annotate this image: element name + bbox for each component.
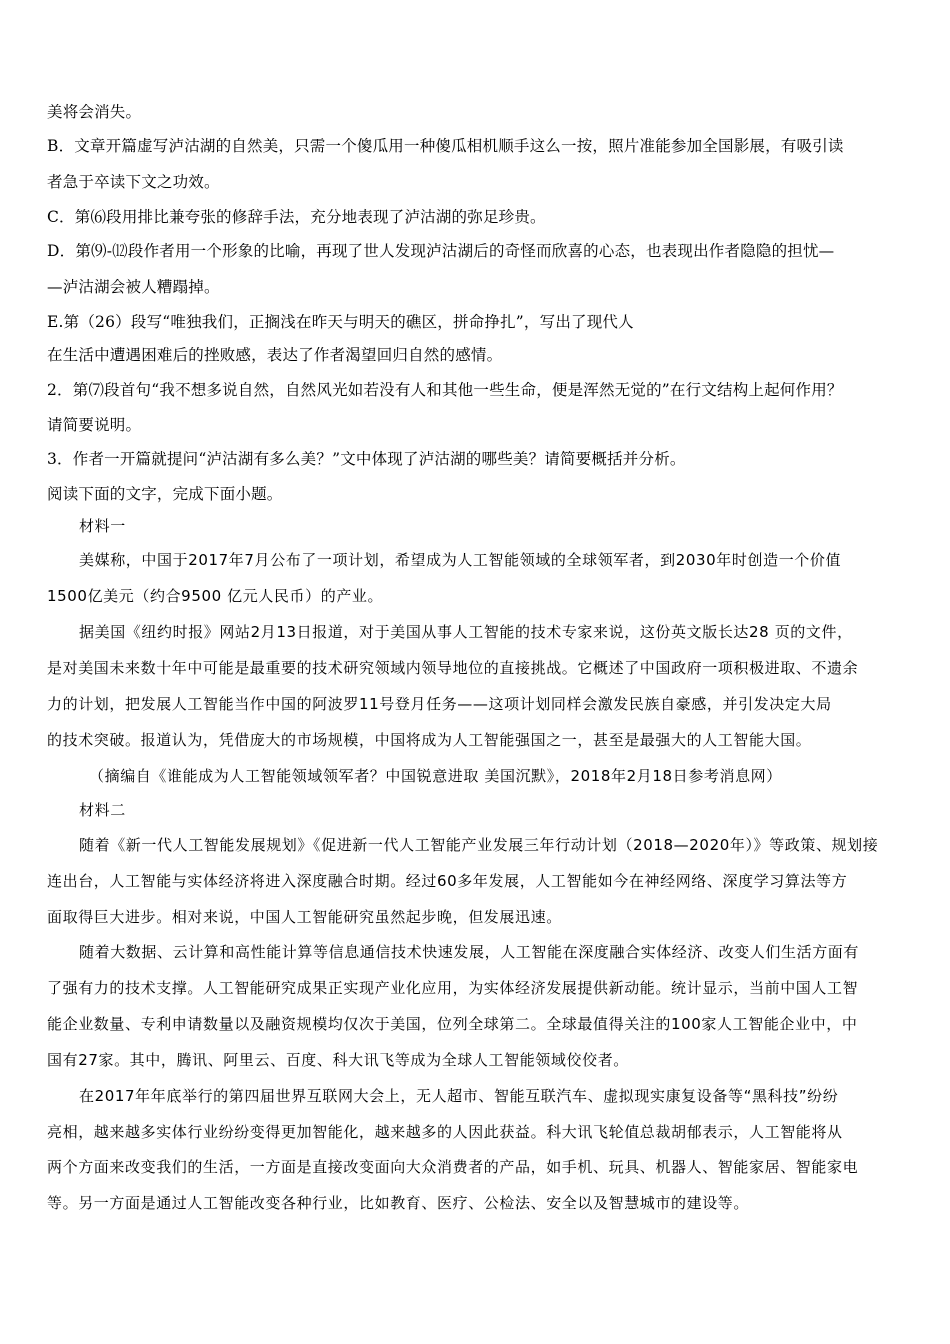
material-2-p3-line3: 两个方面来改变我们的生活，一方面是直接改变面向大众消费者的产品，如手机、玩具、机器人、智能家居、智能家电	[47, 1158, 859, 1176]
material-2-p1-line1: 随着《新一代人工智能发展规划》《促进新一代人工智能产业发展三年行动计划（2018—2020年）》等政策、规划接	[79, 836, 879, 854]
option-a-tail: 美将会消失。	[47, 103, 142, 121]
reading-instruction: 阅读下面的文字，完成下面小题。	[47, 485, 283, 503]
option-e-line1: E.第（26）段写“唯独我们，正搁浅在昨天与明天的礁区，拼命挣扎”，写出了现代人	[47, 313, 634, 331]
material-2-p1-line3: 面取得巨大进步。相对来说，中国人工智能研究虽然起步晚，但发展迅速。	[47, 908, 562, 926]
material-1-p1-line2: 1500亿美元（约合9500 亿元人民币）的产业。	[47, 587, 384, 605]
option-e-line2: 在生活中遭遇困难后的挫败感，表达了作者渴望回归自然的感情。	[47, 346, 503, 364]
option-d-line1: D．第⑼-⑿段作者用一个形象的比喻，再现了世人发现泸沽湖后的奇怪而欣喜的心态，也表现出作者隐隐的担忧—	[47, 242, 835, 260]
material-1-p2-line4: 的技术突破。报道认为，凭借庞大的市场规模，中国将成为人工智能强国之一，甚至是最强大的人工智能大国。	[47, 731, 812, 749]
material-2-p3-line1: 在2017年年底举行的第四届世界互联网大会上，无人超市、智能互联汽车、虚拟现实康复设备等“黑科技”纷纷	[79, 1087, 839, 1105]
material-2-p3-line2: 亮相，越来越多实体行业纷纷变得更加智能化，越来越多的人因此获益。科大讯飞轮值总裁胡郁表示，人工智能将从	[47, 1123, 843, 1141]
option-b-line2: 者急于卒读下文之功效。	[47, 173, 220, 191]
material-2-p3-line4: 等。另一方面是通过人工智能改变各种行业，比如教育、医疗、公检法、安全以及智慧城市的建设等。	[47, 1194, 750, 1212]
question-2-line2: 请简要说明。	[47, 416, 142, 434]
material-2-heading: 材料二	[79, 801, 126, 819]
material-2-p2-line1: 随着大数据、云计算和高性能计算等信息通信技术快速发展，人工智能在深度融合实体经济、改变人们生活方面有	[79, 943, 860, 961]
option-d-line2: —泸沽湖会被人糟蹋掉。	[47, 278, 220, 296]
question-2-line1: 2．第⑺段首句“我不想多说自然，自然风光如若没有人和其他一些生命，便是浑然无觉的”在行文结构上起何作用？	[47, 381, 843, 399]
material-1-p1-line1: 美媒称，中国于2017年7月公布了一项计划，希望成为人工智能领域的全球领军者，到2030年时创造一个价值	[79, 551, 842, 569]
material-1-heading: 材料一	[79, 517, 126, 535]
material-2-p1-line2: 连出台，人工智能与实体经济将进入深度融合时期。经过60多年发展，人工智能如今在神经网络、深度学习算法等方	[47, 872, 848, 890]
question-3-line1: 3．作者一开篇就提问“泸沽湖有多么美？”文中体现了泸沽湖的哪些美？请简要概括并分析。	[47, 450, 686, 468]
material-2-p2-line4: 国有27家。其中，腾讯、阿里云、百度、科大讯飞等成为全球人工智能领域佼佼者。	[47, 1051, 629, 1069]
material-2-p2-line3: 能企业数量、专利申请数量以及融资规模均仅次于美国，位列全球第二。全球最值得关注的100家人工智能企业中，中	[47, 1015, 858, 1033]
material-1-p2-line3: 力的计划，把发展人工智能当作中国的阿波罗11号登月任务——这项计划同样会激发民族自豪感，并引发决定大局	[47, 695, 832, 713]
material-2-p2-line2: 了强有力的技术支撑。人工智能研究成果正实现产业化应用，为实体经济发展提供新动能。统计显示，当前中国人工智	[47, 979, 859, 997]
material-1-p2-line1: 据美国《纽约时报》网站2月13日报道，对于美国从事人工智能的技术专家来说，这份英文版长达28 页的文件，	[79, 623, 853, 641]
material-1-source: （摘编自《谁能成为人工智能领域领军者？中国锐意进取 美国沉默》，2018年2月18日参考消息网）	[89, 767, 782, 785]
material-1-p2-line2: 是对美国未来数十年中可能是最重要的技术研究领域内领导地位的直接挑战。它概述了中国政府一项积极进取、不遗余	[47, 659, 859, 677]
option-b-line1: B．文章开篇虚写泸沽湖的自然美，只需一个傻瓜用一种傻瓜相机顺手这么一按，照片准能参加全国影展，有吸引读	[47, 137, 844, 155]
option-c-line1: C．第⑹段用排比兼夸张的修辞手法，充分地表现了泸沽湖的弥足珍贵。	[47, 208, 546, 226]
